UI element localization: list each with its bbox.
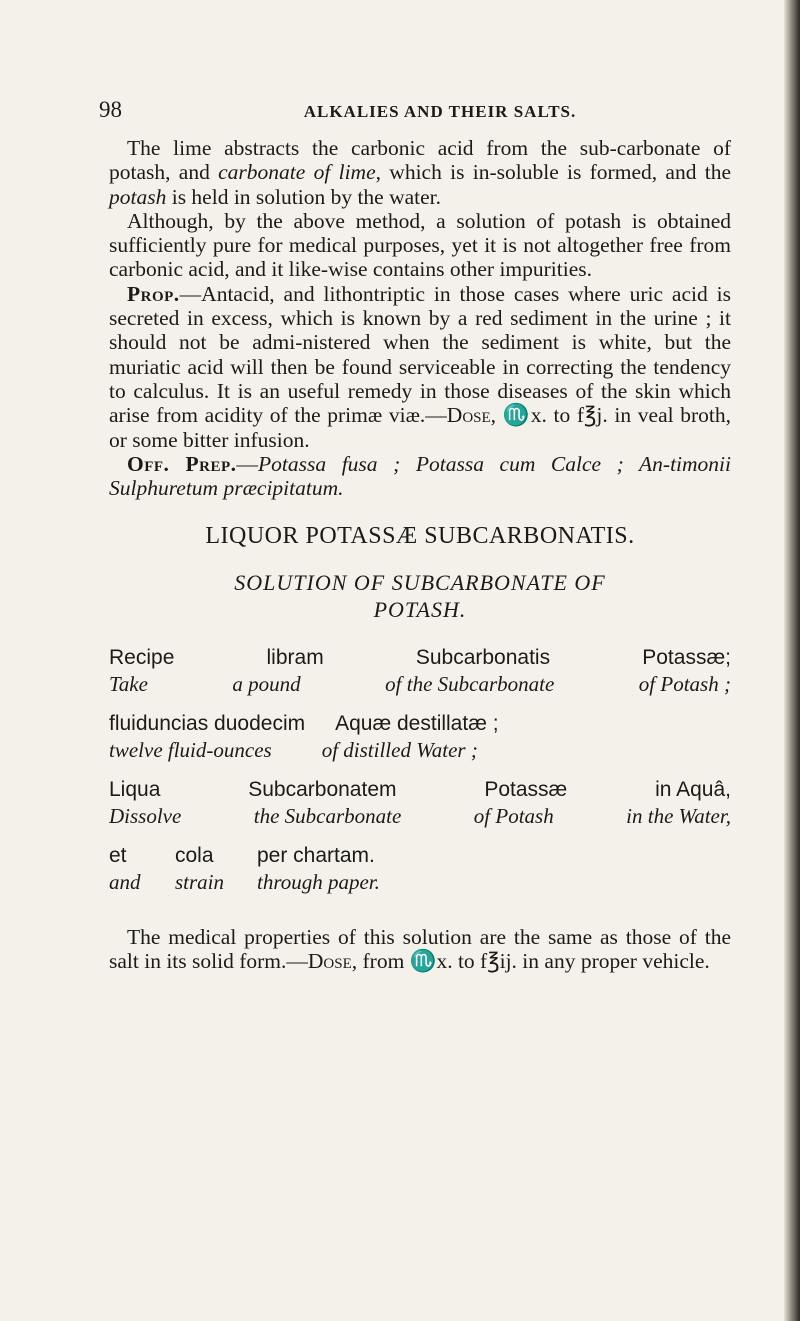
- paragraph-properties: Prop.—Antacid, and lithontriptic in those cases where uric acid is secreted in excess, which is known by a red sediment in the urine ; it should not be admi-nistered when the sediment is white, but the muriatic acid will then be found serviceable in correcting the tendency to calculus. It is an useful remedy in those diseases of the skin which arise from acidity of the primæ viæ.—Dose, ♏x. to f℥j. in veal broth, or some bitter infusion.: [109, 281, 731, 452]
- recipe-line-latin: Recipe libram Subcarbonatis Potassæ;: [109, 645, 731, 669]
- book-page: [99, 97, 731, 974]
- prop-label: Prop.: [127, 281, 180, 306]
- recipe-line-latin: Liqua Subcarbonatem Potassæ in Aquâ,: [109, 777, 731, 801]
- section-heading-latin: LIQUOR POTASSÆ SUBCARBONATIS.: [205, 523, 635, 550]
- recipe-block: [109, 645, 731, 895]
- recipe-line-english: and strain through paper.: [109, 869, 380, 894]
- recipe-line-english: twelve fluid-ounces of distilled Water ;: [109, 737, 478, 762]
- dose-label: Dose,: [446, 403, 497, 428]
- off-prep-label: Off. Prep.: [127, 451, 237, 476]
- recipe-line-english: Take a pound of the Subcarbonate of Potash ;: [109, 671, 731, 696]
- paragraph-method: Although, by the above method, a solution of potash is obtained sufficiently pure for medical purposes, yet it is not altogether free from carbonic acid, and it like-wise contains other impurities.: [109, 208, 731, 282]
- section-heading-english: SOLUTION OF SUBCARBONATE OF POTASH.: [234, 569, 606, 622]
- page-header: [99, 97, 731, 124]
- running-title: ALKALIES AND THEIR SALTS.: [303, 102, 577, 121]
- paragraph-official-preparations: Off. Prep.—Potassa fusa ; Potassa cum Calce ; An-timonii Sulphuretum præcipitatum.: [109, 451, 731, 501]
- recipe-line-latin: et cola per chartam.: [109, 843, 375, 867]
- paragraph-lime: The lime abstracts the carbonic acid from the sub-carbonate of potash, and carbonate of lime, which is in-soluble is formed, and the potash is held in solution by the water.: [109, 136, 731, 209]
- page-number: 98: [99, 97, 122, 122]
- recipe-line-latin: fluiduncias duodecim Aquæ destillatæ ;: [109, 711, 499, 735]
- book-spine-edge: [784, 0, 800, 1321]
- dose-label: Dose,: [307, 949, 358, 974]
- paragraph-solution-properties: The medical properties of this solution are the same as those of the salt in its solid form.—Dose, from ♏x. to f℥ij. in any proper vehicle.: [109, 924, 731, 974]
- recipe-line-english: Dissolve the Subcarbonate of Potash in the Water,: [109, 803, 731, 828]
